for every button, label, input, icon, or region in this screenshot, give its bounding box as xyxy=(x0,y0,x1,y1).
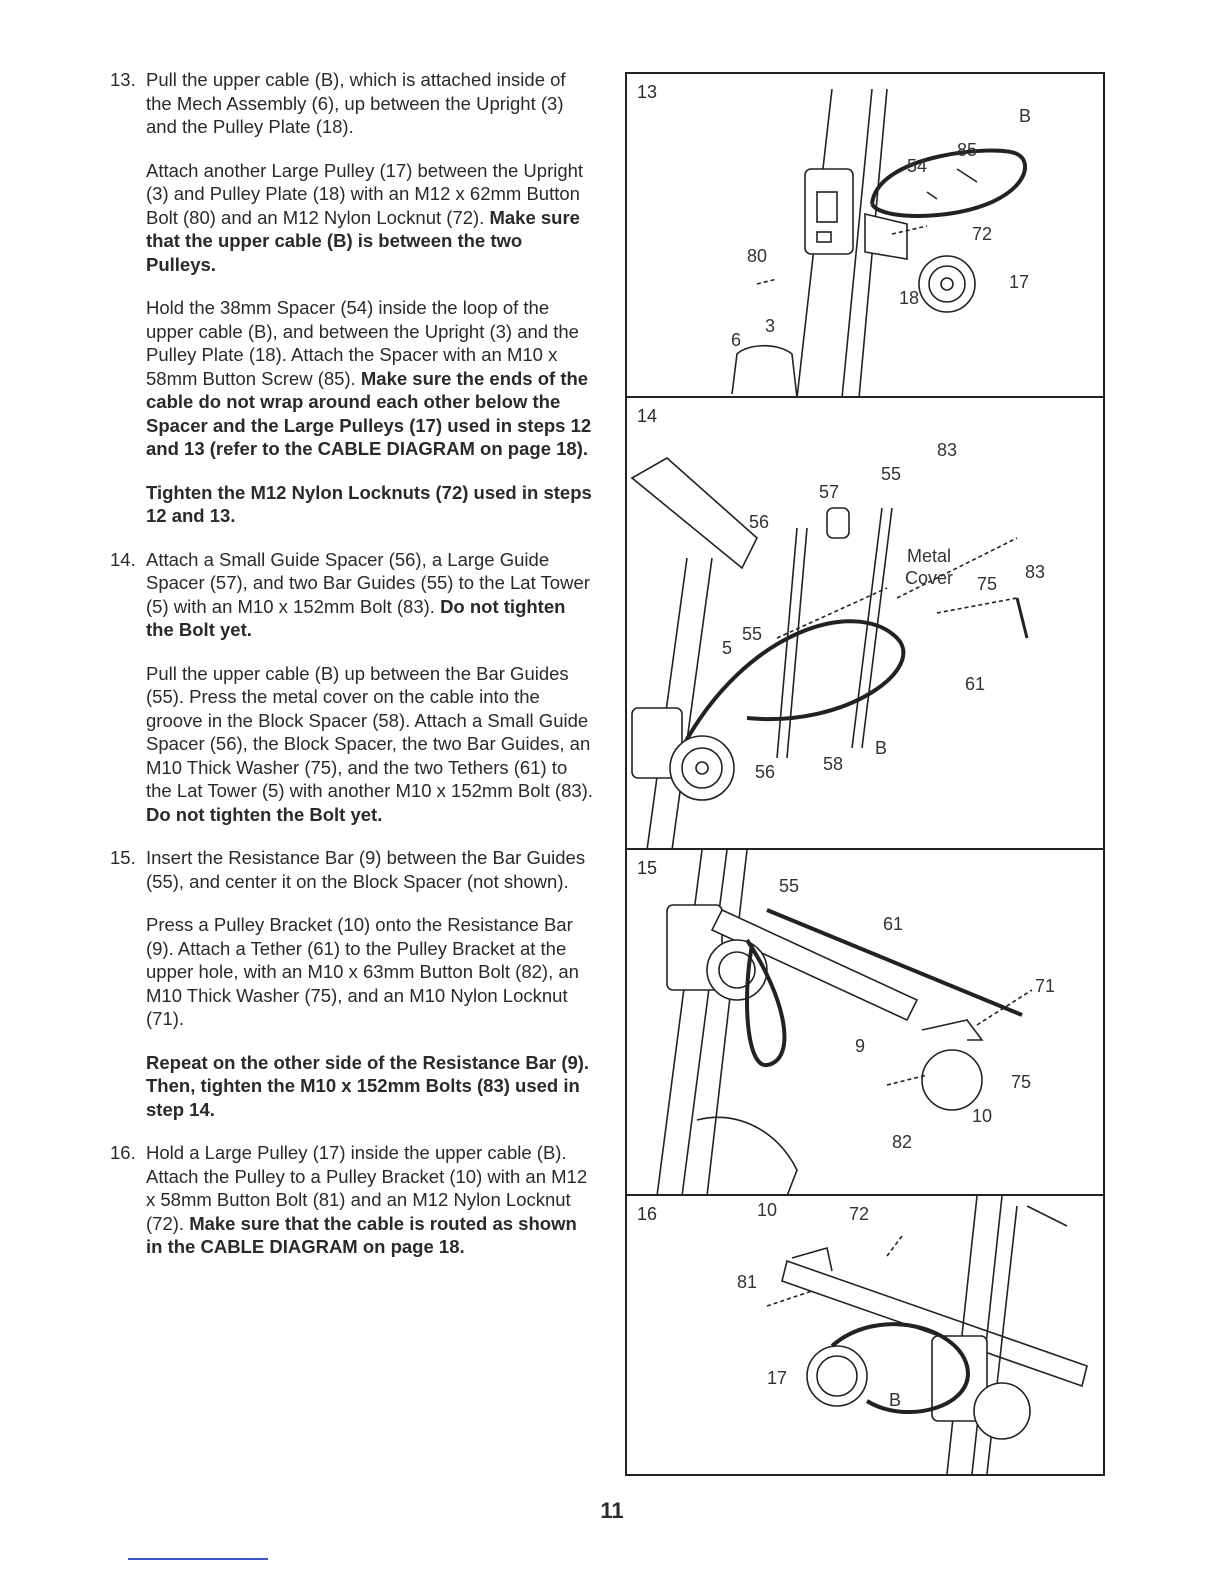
figure-16-drawing xyxy=(627,1196,1103,1474)
label-3: 3 xyxy=(765,316,776,336)
label-6: 6 xyxy=(731,330,742,350)
paragraph-text: Hold a Large Pulley (17) inside the upper cable (B). Attach the Pulley to a Pulley Bracket (10) with an M12 x 58mm Button Bolt (81) and an M12 Nylon Locknut (72). xyxy=(146,1142,588,1234)
step-paragraph xyxy=(146,159,595,277)
label-80: 80 xyxy=(747,246,768,266)
label-metal: Metal xyxy=(907,546,952,566)
label-75: 75 xyxy=(1011,1072,1032,1092)
figure-13-number: 13 xyxy=(637,82,658,102)
step-paragraph xyxy=(146,548,595,642)
label-55-lower: 55 xyxy=(742,624,763,644)
footer-rule xyxy=(128,1558,268,1560)
step-1 xyxy=(110,548,595,827)
paragraph-text: Pull the upper cable (B), which is attached inside of the Mech Assembly (6), up between the Upright (3) and the Pulley Plate (18). xyxy=(146,69,566,137)
paragraph-text: Attach a Small Guide Spacer (56), a Large Guide Spacer (57), and two Bar Guides (55) to the Lat Tower (5) with an M10 x 152mm Bolt (83). xyxy=(146,548,590,617)
figure-14-number: 14 xyxy=(637,406,658,426)
paragraph-text: Press a Pulley Bracket (10) onto the Resistance Bar (9). Attach a Tether (61) to the Pulley Bracket at the upper hole, with an M10 x 63mm Button Bolt (82), an M10 Thick Washer (75), and an M10 Nylon Locknut (71). xyxy=(146,914,579,1029)
paragraph-bold-text: Make sure the ends of the cable do not wrap around each other below the Spacer and the Large Pulleys (17) used in steps 12 and 13 (refer to the CABLE DIAGRAM on page 18). xyxy=(146,367,592,459)
figure-16 xyxy=(627,1196,1103,1474)
label-61: 61 xyxy=(883,914,904,934)
label-58: 58 xyxy=(823,754,844,774)
label-56-lower: 56 xyxy=(755,762,776,782)
label-61: 61 xyxy=(965,674,986,694)
figure-15-drawing xyxy=(627,850,1103,1196)
step-paragraph xyxy=(146,481,595,528)
paragraph-bold-text: Do not tighten the Bolt yet. xyxy=(146,595,566,640)
label-82: 82 xyxy=(892,1132,913,1152)
step-number: 15. xyxy=(110,847,136,868)
label-57: 57 xyxy=(819,482,840,502)
label-17: 17 xyxy=(1009,272,1030,292)
label-18: 18 xyxy=(899,288,920,308)
step-paragraph xyxy=(146,1141,595,1259)
paragraph-text: Hold the 38mm Spacer (54) inside the loop of the upper cable (B), and between the Upright (3) and the Pulley Plate (18). Attach the Spacer with an M10 x 58mm Button Screw (85). xyxy=(146,297,579,389)
figure-14 xyxy=(627,398,1103,850)
step-paragraph xyxy=(146,913,595,1031)
label-55-upper: 55 xyxy=(881,464,902,484)
label-72: 72 xyxy=(972,224,993,244)
step-paragraph xyxy=(146,68,595,139)
label-10: 10 xyxy=(972,1106,993,1126)
label-5: 5 xyxy=(722,638,733,658)
label-9: 9 xyxy=(855,1036,866,1056)
label-85: 85 xyxy=(957,140,978,160)
label-83-upper: 83 xyxy=(937,440,958,460)
paragraph-bold-text: Make sure that the upper cable (B) is between the two Pulleys. xyxy=(146,206,580,275)
label-B: B xyxy=(1019,106,1032,126)
label-75: 75 xyxy=(977,574,998,594)
step-2 xyxy=(110,846,595,1121)
label-54: 54 xyxy=(907,156,928,176)
step-paragraph xyxy=(146,846,595,893)
paragraph-text: Insert the Resistance Bar (9) between the Bar Guides (55), and center it on the Block Spacer (not shown). xyxy=(146,847,586,892)
step-paragraph xyxy=(146,1051,595,1122)
step-paragraph xyxy=(146,662,595,827)
step-number: 16. xyxy=(110,1142,136,1163)
paragraph-bold-text: Make sure that the cable is routed as shown in the CABLE DIAGRAM on page 18. xyxy=(146,1212,577,1257)
figure-16-number: 16 xyxy=(637,1204,658,1224)
figure-13 xyxy=(627,74,1103,398)
figure-14-drawing xyxy=(627,398,1103,850)
label-72: 72 xyxy=(849,1204,870,1224)
step-0 xyxy=(110,68,595,528)
label-B: B xyxy=(889,1390,902,1410)
page-number: 11 xyxy=(600,1498,624,1523)
label-83-right: 83 xyxy=(1025,562,1046,582)
label-10: 10 xyxy=(757,1200,778,1220)
step-number: 14. xyxy=(110,548,136,570)
paragraph-text: Pull the upper cable (B) up between the Bar Guides (55). Press the metal cover on the cable into the groove in the Block Spacer (58). Attach a Small Guide Spacer (56), the Block Spacer, the two Bar Guides, an M10 Thick Washer (75), and the two Tethers (61) to the Lat Tower (5) with another M10 x 152mm Bolt (83). xyxy=(146,662,593,801)
figure-13-drawing xyxy=(627,74,1103,398)
label-17: 17 xyxy=(767,1368,788,1388)
instructions-column xyxy=(110,68,595,1279)
paragraph-text: Attach another Large Pulley (17) between the Upright (3) and Pulley Plate (18) with an M12 x 62mm Button Bolt (80) and an M12 Nylon Locknut (72). xyxy=(146,159,584,228)
label-55: 55 xyxy=(779,876,800,896)
paragraph-bold-text: Do not tighten the Bolt yet. xyxy=(146,803,383,825)
step-number: 13. xyxy=(110,69,136,90)
label-71: 71 xyxy=(1035,976,1056,996)
figure-15 xyxy=(627,850,1103,1196)
figures-frame xyxy=(625,72,1105,1476)
label-81: 81 xyxy=(737,1272,758,1292)
step-3 xyxy=(110,1141,595,1259)
label-cover: Cover xyxy=(905,568,954,588)
label-56-upper: 56 xyxy=(749,512,770,532)
figure-15-number: 15 xyxy=(637,858,658,878)
paragraph-bold-text: Tighten the M12 Nylon Locknuts (72) used in steps 12 and 13. xyxy=(146,481,592,526)
paragraph-bold-text: Repeat on the other side of the Resistance Bar (9). Then, tighten the M10 x 152mm Bolts (83) used in step 14. xyxy=(146,1051,590,1120)
label-B: B xyxy=(875,738,888,758)
step-paragraph xyxy=(146,296,595,461)
